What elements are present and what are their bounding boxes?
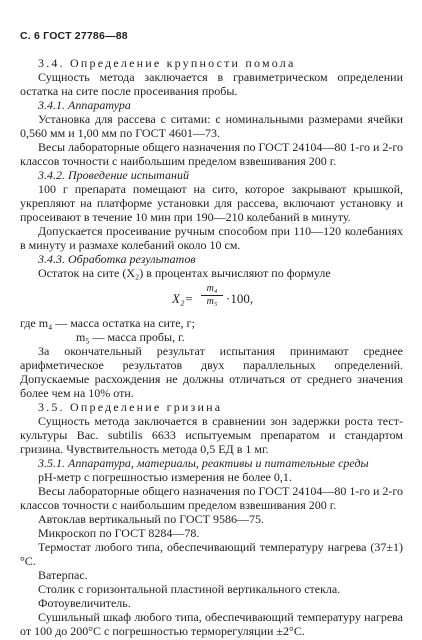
- table-with-glass: Столик с горизонтальной пластиной вертикального стекла.: [38, 582, 341, 596]
- formula-numerator: m₄: [201, 283, 223, 296]
- section-3-5-title: 3.5. Определение гризина: [38, 400, 223, 414]
- definition-m5: m₅ — масса пробы, г.: [76, 330, 185, 344]
- section-3-4-3-title: 3.4.3. Обработка результатов: [38, 252, 196, 266]
- formula-intro: Остаток на сите (X₂) в процентах вычисляют по формуле: [38, 266, 331, 280]
- apparatus-sieve: Установка для рассева с ситами: с номинальными размерами ячейки 0,560 мм и 1,00 мм по ГОСТ 4601—73.: [20, 112, 403, 140]
- drying-cabinet: Сушильный шкаф любого типа, обеспечивающий температуру нагрева от 100 до 200°С с погрешностью терморегуляции ±2°С.: [20, 610, 403, 638]
- document-body: [20, 56, 403, 638]
- formula-fraction: [201, 283, 223, 308]
- section-3-4-2-title: 3.4.2. Проведение испытаний: [38, 168, 189, 182]
- test-procedure: 100 г препарата помещают на сито, которое закрывают крышкой, укрепляют на платформе установки для рассева, включают установку и просеивают в течение 10 мин при 190—210 колебаний в минуту.: [20, 182, 403, 224]
- ph-meter: рН-метр с погрешностью измерения не более 0,1.: [38, 470, 292, 484]
- definition-m4: где m₄ — масса остатка на сите, г;: [20, 316, 195, 330]
- autoclave: Автоклав вертикальный по ГОСТ 9586—75.: [38, 512, 265, 526]
- formula-lhs: X₂=: [172, 291, 194, 306]
- section-3-4-text: Сущность метода заключается в гравиметрическом определении остатка на сите после просеивания пробы.: [20, 70, 403, 98]
- section-3-5-1-title: 3.5.1. Аппаратура, материалы, реактивы и питательные среды: [38, 456, 369, 470]
- formula-denominator: m₅: [206, 296, 218, 307]
- section-3-4-1-title: 3.4.1. Аппаратура: [38, 98, 131, 112]
- formula-rhs: ·100,: [226, 291, 254, 306]
- photo-enlarger: Фотоувеличитель.: [38, 596, 131, 610]
- section-3-4-title: 3.4. Определение крупности помола: [38, 56, 296, 70]
- final-result-text: За окончательный результат испытания принимают среднее арифметическое результатов двух параллельных определений. Допускаемые расхождения не должны отличаться от среднего значения более чем на 10% отн.: [20, 344, 403, 400]
- residue-formula: [20, 283, 403, 313]
- microscope: Микроскоп по ГОСТ 8284—78.: [38, 526, 200, 540]
- lab-scales: Весы лабораторные общего назначения по ГОСТ 24104—80 1-го и 2-го классов точности с наибольшим пределом взвешивания 200 г.: [20, 484, 403, 512]
- page-header: С. 6 ГОСТ 27786—88: [20, 30, 128, 42]
- apparatus-scales: Весы лабораторные общего назначения по ГОСТ 24104—80 1-го и 2-го классов точности с наибольшим пределом взвешивания 200 г.: [20, 140, 403, 168]
- formula-definitions: [20, 316, 403, 344]
- thermostat: Термостат любого типа, обеспечивающий температуру нагрева (37±1)°С.: [20, 540, 403, 568]
- spirit-level: Ватерпас.: [38, 568, 88, 582]
- section-3-5-text: Сущность метода заключается в сравнении зон задержки роста тест-культуры Bac. subtilis 6633 испытуемым препаратом и стандартом гризина. Чувствительность метода 0,5 ЕД в 1 мг.: [20, 414, 403, 456]
- manual-sieving-note: Допускается просеивание ручным способом при 110—120 колебаниях в минуту и размахе колебаний около 10 см.: [20, 224, 403, 252]
